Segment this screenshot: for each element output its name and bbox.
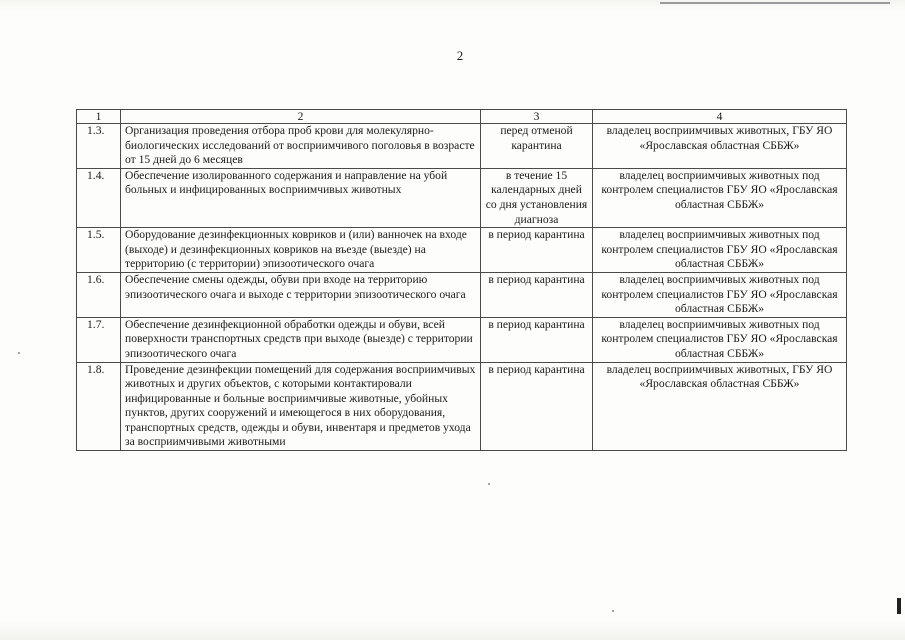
scan-edge-mark — [897, 598, 901, 614]
table-row — [77, 362, 847, 451]
row-responsible: владелец восприимчивых животных, ГБУ ЯО «Ярославская областная СББЖ» — [593, 362, 847, 451]
scan-edge-line — [660, 2, 890, 4]
row-term: перед отменой карантина — [481, 124, 593, 169]
table-row — [77, 317, 847, 362]
row-term: в период карантина — [481, 362, 593, 451]
row-number: 1.4. — [77, 168, 121, 227]
column-header-action: 2 — [121, 110, 481, 124]
row-responsible: владелец восприимчивых животных под контролем специалистов ГБУ ЯО «Ярославская областная СББЖ» — [593, 317, 847, 362]
row-action: Обеспечение смены одежды, обуви при входе на территорию эпизоотического очага и выходе с территории эпизоотического очага — [121, 272, 481, 317]
row-term: в период карантина — [481, 272, 593, 317]
row-term: в период карантина — [481, 228, 593, 273]
row-action: Обеспечение изолированного содержания и направление на убой больных и инфицированных восприимчивых животных — [121, 168, 481, 227]
row-term: в течение 15 календарных дней со дня установления диагноза — [481, 168, 593, 227]
row-number: 1.6. — [77, 272, 121, 317]
row-action: Обеспечение дезинфекционной обработки одежды и обуви, всей поверхности транспортных средств при выходе (выезде) с территории эпизоотического очага — [121, 317, 481, 362]
table-row — [77, 124, 847, 169]
column-header-term: 3 — [481, 110, 593, 124]
row-number: 1.5. — [77, 228, 121, 273]
table-header-row — [77, 110, 847, 124]
measures-table — [76, 109, 847, 451]
row-number: 1.7. — [77, 317, 121, 362]
row-action: Оборудование дезинфекционных ковриков и (или) ванночек на входе (выходе) и дезинфекционных ковриков на въезде (выезде) на территорию (с территории) эпизоотического очага — [121, 228, 481, 273]
table-row — [77, 168, 847, 227]
row-number: 1.3. — [77, 124, 121, 169]
scan-speck — [612, 610, 614, 612]
table-row — [77, 228, 847, 273]
row-term: в период карантина — [481, 317, 593, 362]
row-action: Проведение дезинфекции помещений для содержания восприимчивых животных и других объектов, с которыми контактировали инфицированные и больные восприимчивые животные, убойных пунктов, других сооружений и имеющегося в них оборудования, транспортных средств, одежды и обуви, инвентаря и предметов ухода за восприимчивыми животными — [121, 362, 481, 451]
row-action: Организация проведения отбора проб крови для молекулярно-биологических исследований от восприимчивого поголовья в возрасте от 15 дней до 6 месяцев — [121, 124, 481, 169]
row-number: 1.8. — [77, 362, 121, 451]
table-row — [77, 272, 847, 317]
row-responsible: владелец восприимчивых животных, ГБУ ЯО «Ярославская областная СББЖ» — [593, 124, 847, 169]
scan-speck — [488, 483, 490, 485]
column-header-number: 1 — [77, 110, 121, 124]
row-responsible: владелец восприимчивых животных под контролем специалистов ГБУ ЯО «Ярославская областная СББЖ» — [593, 168, 847, 227]
column-header-responsible: 4 — [593, 110, 847, 124]
page-number: 2 — [456, 48, 464, 63]
scan-speck — [18, 352, 20, 354]
row-responsible: владелец восприимчивых животных под контролем специалистов ГБУ ЯО «Ярославская областная СББЖ» — [593, 272, 847, 317]
row-responsible: владелец восприимчивых животных под контролем специалистов ГБУ ЯО «Ярославская областная СББЖ» — [593, 228, 847, 273]
